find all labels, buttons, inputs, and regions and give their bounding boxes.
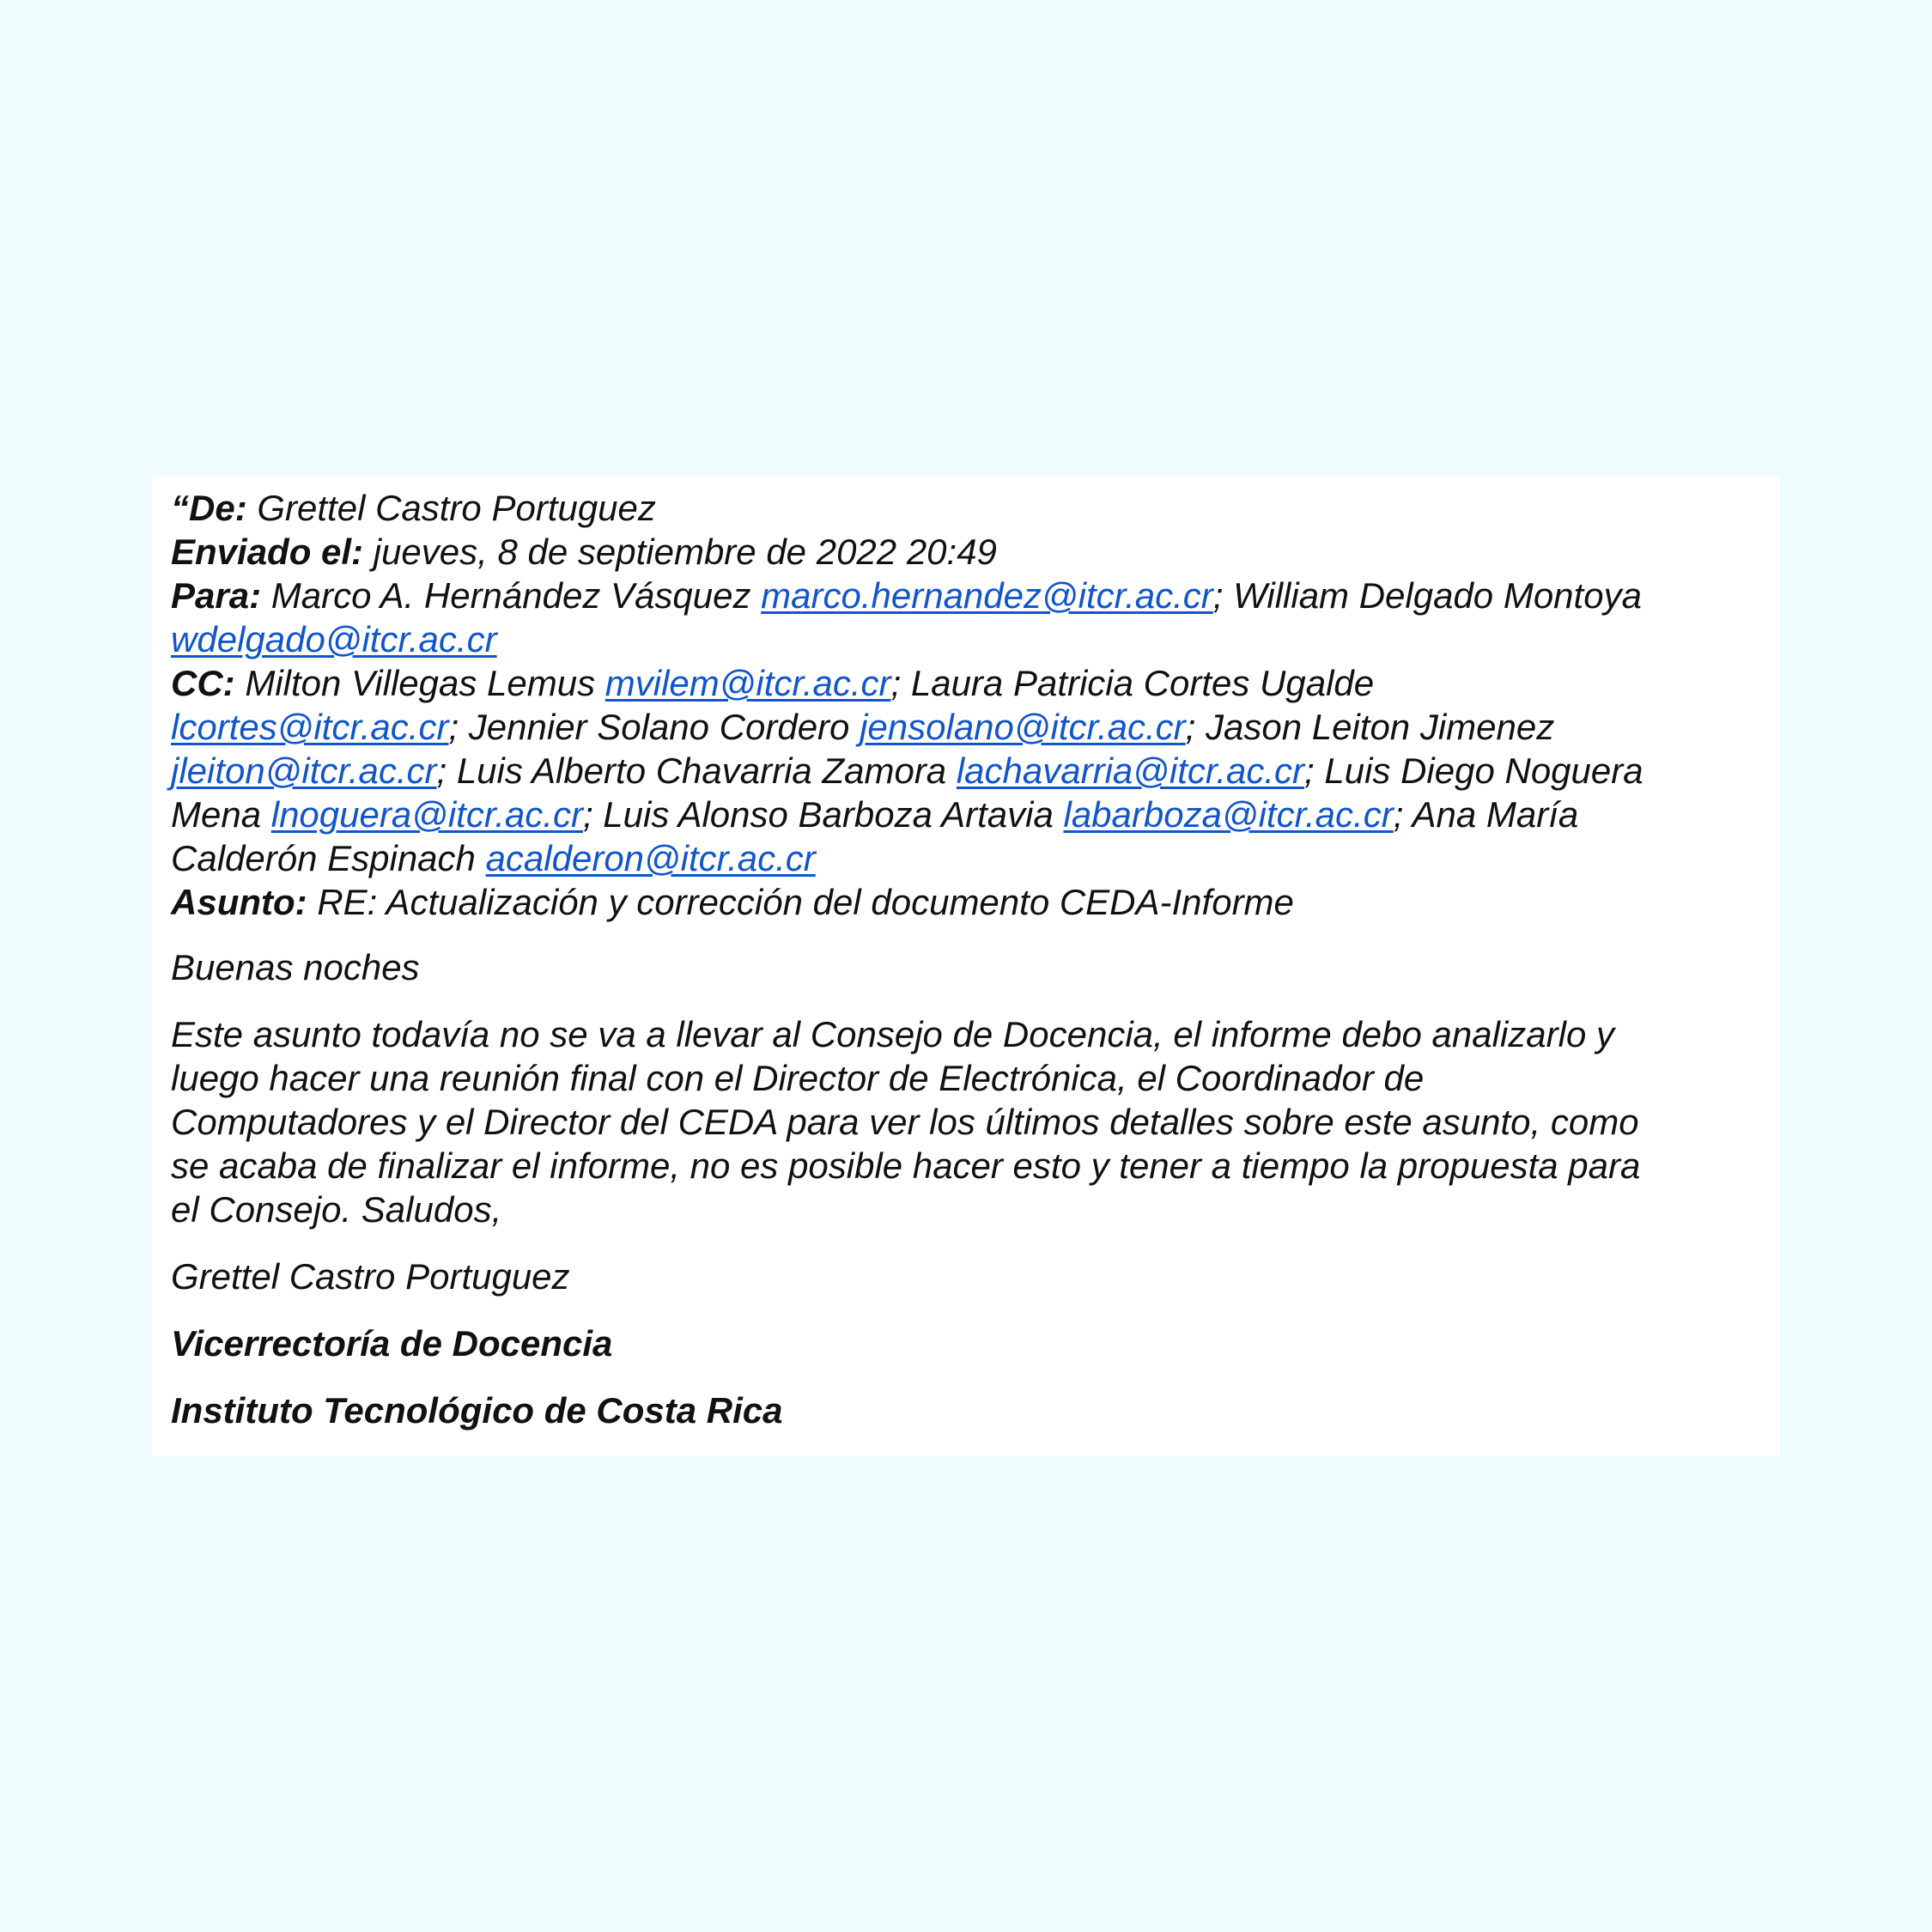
cc-recipient-email-link[interactable]: labarboza@itcr.ac.cr	[1063, 794, 1394, 835]
cc-label: CC:	[171, 663, 235, 703]
email-message	[171, 476, 1761, 1432]
email-header	[171, 476, 1761, 924]
cc-separator: ; Luis Alonso Barboza Artavia	[582, 794, 1054, 835]
email-document	[152, 476, 1780, 1456]
from-value: Grettel Castro Portuguez	[257, 488, 656, 528]
body-line: Este asunto todavía no se va a llevar al Consejo de Docencia, el informe debo analizarlo y	[171, 1014, 1614, 1054]
cc-recipient-email-link[interactable]: lnoguera@itcr.ac.cr	[270, 794, 583, 835]
cc-separator: ; Ana María	[1393, 794, 1579, 835]
cc-recipient-name: Milton Villegas Lemus	[245, 663, 596, 703]
cc-separator: ; Jason Leiton Jimenez	[1185, 707, 1555, 747]
sent-value: jueves, 8 de septiembre de 2022 20:49	[373, 532, 997, 572]
to-line-2	[171, 617, 1761, 661]
cc-recipient-email-link[interactable]: lachavarria@itcr.ac.cr	[956, 750, 1305, 791]
body-line: luego hacer una reunión final con el Director de Electrónica, el Coordinador de	[171, 1058, 1425, 1098]
cc-separator: ; Laura Patricia Cortes Ugalde	[890, 663, 1375, 703]
signature-department: Vicerrectoría de Docencia	[171, 1323, 613, 1364]
body-line: el Consejo. Saludos,	[171, 1189, 502, 1230]
from-line	[171, 486, 1761, 530]
subject-line	[171, 880, 1761, 924]
sent-label: Enviado el:	[171, 532, 364, 572]
cc-recipient-email-link[interactable]: lcortes@itcr.ac.cr	[171, 707, 449, 747]
cc-line-2	[171, 705, 1761, 749]
body-line: se acaba de finalizar el informe, no es posible hacer esto y tener a tiempo la propuesta para	[171, 1145, 1641, 1186]
cc-line-5	[171, 836, 1761, 880]
signature-institution: Instituto Tecnológico de Costa Rica	[171, 1390, 783, 1431]
cc-recipient-email-link[interactable]: jensolano@itcr.ac.cr	[860, 707, 1186, 747]
to-line	[171, 574, 1761, 617]
cc-recipient-name: Calderón Espinach	[171, 838, 476, 878]
cc-line-4	[171, 793, 1761, 836]
greeting: Buenas noches	[171, 947, 420, 987]
to-recipient-email-link[interactable]: wdelgado@itcr.ac.cr	[171, 619, 497, 659]
cc-recipient-email-link[interactable]: mvilem@itcr.ac.cr	[605, 663, 891, 703]
cc-recipient-email-link[interactable]: jleiton@itcr.ac.cr	[171, 750, 437, 791]
cc-recipient-email-link[interactable]: acalderon@itcr.ac.cr	[485, 838, 816, 878]
sent-line	[171, 530, 1761, 574]
cc-separator: ; Luis Diego Noguera	[1304, 750, 1643, 791]
signature-name: Grettel Castro Portuguez	[171, 1256, 570, 1297]
cc-line	[171, 661, 1761, 705]
subject-value: RE: Actualización y corrección del documento CEDA-Informe	[317, 882, 1294, 922]
body-line: Computadores y el Director del CEDA para ver los últimos detalles sobre este asunto, como	[171, 1102, 1639, 1142]
cc-recipient-name: Mena	[171, 794, 262, 835]
cc-line-3	[171, 749, 1761, 793]
to-recipient-name: Marco A. Hernández Vásquez	[270, 575, 751, 616]
subject-label: Asunto:	[171, 882, 307, 922]
cc-separator: ; Luis Alberto Chavarria Zamora	[436, 750, 947, 791]
from-label: “De:	[171, 488, 247, 528]
to-label: Para:	[171, 575, 262, 616]
to-recipient-email-link[interactable]: marco.hernandez@itcr.ac.cr	[761, 575, 1213, 616]
to-separator: ; William Delgado Montoya	[1212, 575, 1642, 616]
message-body	[171, 1012, 1761, 1231]
cc-separator: ; Jennier Solano Cordero	[448, 707, 850, 747]
